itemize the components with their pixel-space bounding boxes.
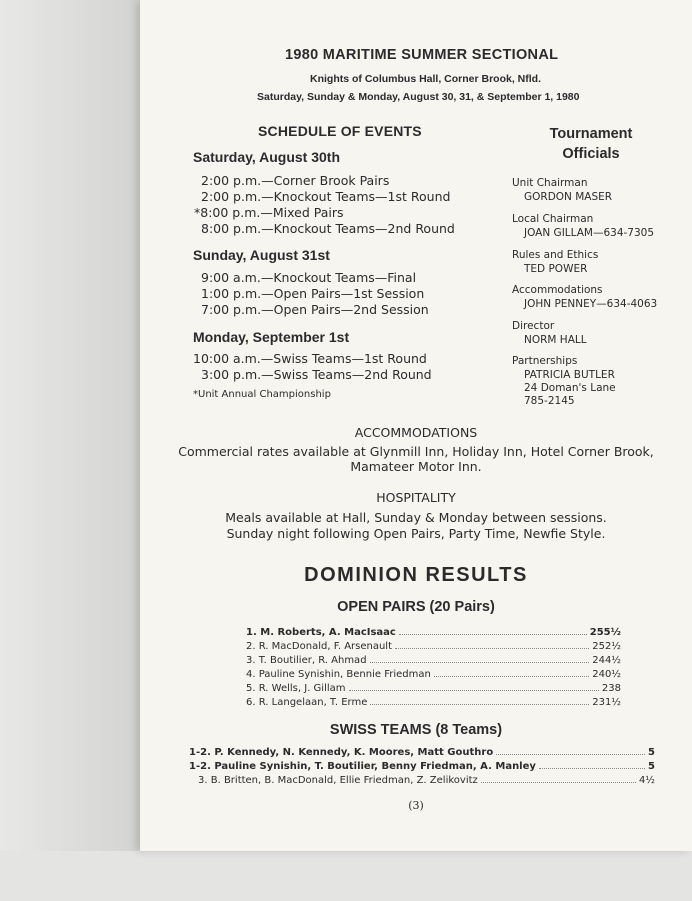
officials-title-line2: Officials bbox=[562, 146, 620, 162]
result-score: 5 bbox=[648, 747, 655, 758]
swiss-teams-heading: SWISS TEAMS (8 Teams) bbox=[329, 722, 503, 738]
leader-dots bbox=[399, 634, 587, 635]
official-role: Accommodations bbox=[512, 284, 603, 296]
leader-dots bbox=[539, 768, 645, 769]
leader-dots bbox=[349, 690, 599, 691]
result-score: 240½ bbox=[592, 669, 621, 680]
result-score: 4½ bbox=[638, 775, 655, 786]
result-row bbox=[246, 683, 621, 694]
day-heading: Monday, September 1st bbox=[193, 329, 350, 345]
day-heading: Sunday, August 31st bbox=[193, 247, 330, 263]
result-row bbox=[246, 627, 621, 638]
result-row bbox=[246, 641, 621, 652]
result-name: 3. B. Britten, B. MacDonald, Ellie Friedman, Z. Zelikovitz bbox=[198, 775, 478, 786]
official-address: 24 Doman's Lane bbox=[524, 382, 616, 394]
official-role: Partnerships bbox=[512, 355, 578, 367]
leader-dots bbox=[395, 648, 589, 649]
background-left bbox=[0, 0, 140, 851]
official-name: TED POWER bbox=[524, 263, 588, 275]
results-title: DOMINION RESULTS bbox=[304, 564, 528, 586]
hospitality-heading: HOSPITALITY bbox=[376, 490, 456, 505]
page-title: 1980 MARITIME SUMMER SECTIONAL bbox=[285, 47, 559, 63]
result-score: 255½ bbox=[589, 627, 621, 638]
event-item: *8:00 p.m.—Mixed Pairs bbox=[194, 205, 344, 220]
result-row bbox=[246, 669, 621, 680]
result-name: 6. R. Langelaan, T. Erme bbox=[246, 697, 368, 708]
official-name: JOAN GILLAM—634-7305 bbox=[524, 227, 655, 239]
leader-dots bbox=[370, 662, 590, 663]
official-role: Director bbox=[512, 320, 555, 332]
result-row bbox=[189, 747, 655, 758]
event-item: 2:00 p.m.—Corner Brook Pairs bbox=[201, 173, 390, 188]
day-heading: Saturday, August 30th bbox=[193, 149, 341, 165]
event-item: 9:00 a.m.—Knockout Teams—Final bbox=[201, 270, 417, 285]
result-name: 4. Pauline Synishin, Bennie Friedman bbox=[246, 669, 431, 680]
venue-line: Knights of Columbus Hall, Corner Brook, Nfld. bbox=[310, 73, 541, 85]
result-name: 3. T. Boutilier, R. Ahmad bbox=[246, 655, 367, 666]
hospitality-line: Meals available at Hall, Sunday & Monday between sessions. bbox=[225, 510, 607, 525]
page-number: (3) bbox=[408, 799, 424, 812]
open-pairs-heading: OPEN PAIRS (20 Pairs) bbox=[337, 599, 495, 615]
result-row bbox=[246, 697, 621, 708]
result-row bbox=[189, 761, 655, 772]
leader-dots bbox=[496, 754, 645, 755]
result-name: 1. M. Roberts, A. MacIsaac bbox=[246, 627, 396, 638]
event-item: 8:00 p.m.—Knockout Teams—2nd Round bbox=[201, 221, 455, 236]
official-name: JOHN PENNEY—634-4063 bbox=[524, 298, 658, 310]
event-item: 7:00 p.m.—Open Pairs—2nd Session bbox=[201, 302, 429, 317]
dates-line: Saturday, Sunday & Monday, August 30, 31, & September 1, 1980 bbox=[257, 91, 580, 103]
result-name: 1-2. P. Kennedy, N. Kennedy, K. Moores, Matt Gouthro bbox=[189, 747, 494, 758]
event-item: 10:00 a.m.—Swiss Teams—1st Round bbox=[193, 351, 427, 366]
championship-note: *Unit Annual Championship bbox=[193, 389, 331, 400]
background-bottom bbox=[0, 851, 692, 901]
official-name: GORDON MASER bbox=[524, 191, 613, 203]
event-item: 1:00 p.m.—Open Pairs—1st Session bbox=[201, 286, 425, 301]
result-name: 1-2. Pauline Synishin, T. Boutilier, Benny Friedman, A. Manley bbox=[189, 761, 536, 772]
accommodations-heading: ACCOMMODATIONS bbox=[354, 425, 478, 440]
hospitality-line: Sunday night following Open Pairs, Party Time, Newfie Style. bbox=[226, 526, 606, 541]
official-name: NORM HALL bbox=[524, 334, 587, 346]
event-item: 3:00 p.m.—Swiss Teams—2nd Round bbox=[201, 367, 432, 382]
event-item: 2:00 p.m.—Knockout Teams—1st Round bbox=[201, 189, 451, 204]
official-role: Unit Chairman bbox=[512, 177, 588, 189]
official-phone: 785-2145 bbox=[524, 395, 575, 407]
result-row bbox=[198, 775, 655, 786]
result-score: 238 bbox=[601, 683, 621, 694]
document-page bbox=[140, 0, 692, 851]
result-row bbox=[246, 655, 621, 666]
leader-dots bbox=[434, 676, 589, 677]
result-score: 244½ bbox=[592, 655, 621, 666]
schedule-title: SCHEDULE OF EVENTS bbox=[258, 123, 422, 139]
official-role: Rules and Ethics bbox=[512, 249, 599, 261]
result-score: 252½ bbox=[592, 641, 621, 652]
result-name: 2. R. MacDonald, F. Arsenault bbox=[246, 641, 393, 652]
official-role: Local Chairman bbox=[512, 213, 594, 225]
accommodations-line: Commercial rates available at Glynmill Inn, Holiday Inn, Hotel Corner Brook, bbox=[178, 444, 654, 459]
officials-title-line1: Tournament bbox=[549, 126, 633, 142]
leader-dots bbox=[370, 704, 589, 705]
official-name: PATRICIA BUTLER bbox=[524, 369, 615, 381]
result-score: 231½ bbox=[592, 697, 621, 708]
result-name: 5. R. Wells, J. Gillam bbox=[246, 683, 346, 694]
result-score: 5 bbox=[648, 761, 655, 772]
accommodations-line: Mamateer Motor Inn. bbox=[350, 459, 482, 474]
leader-dots bbox=[481, 782, 636, 783]
